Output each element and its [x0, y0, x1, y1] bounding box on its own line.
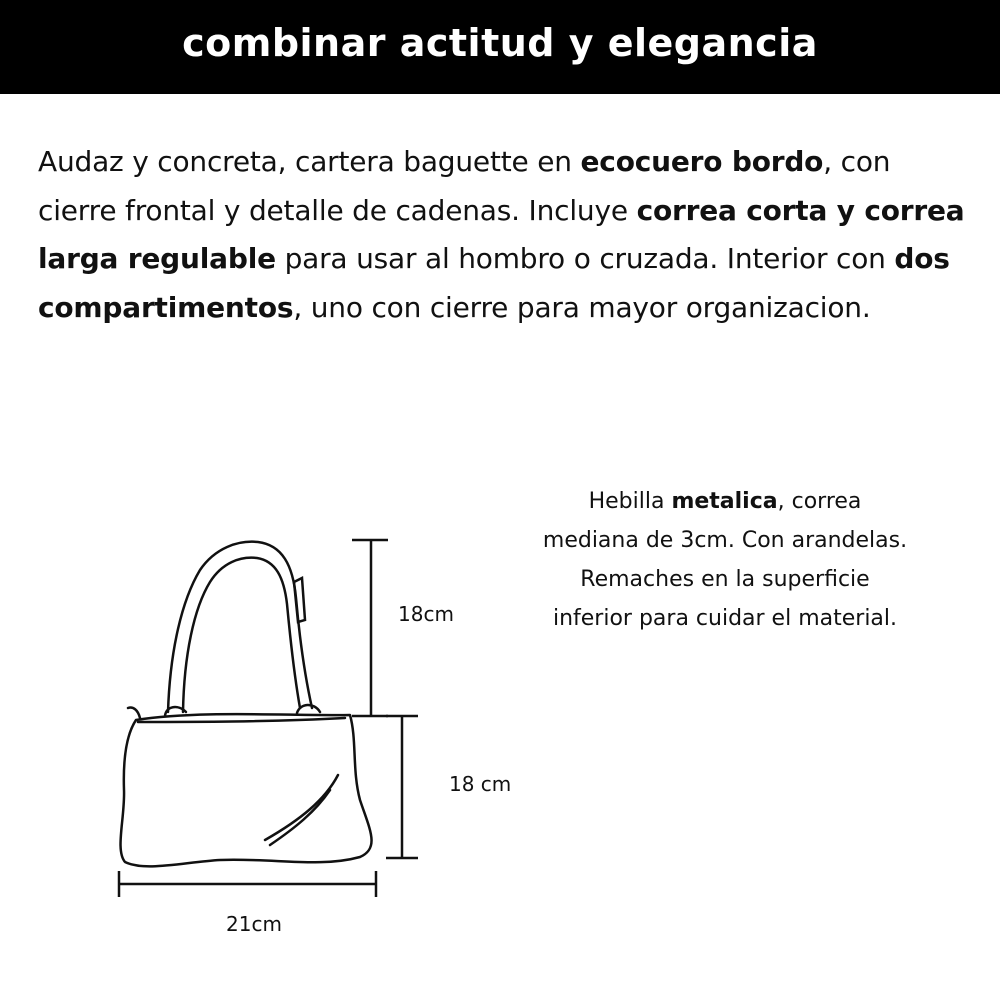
bag-strap — [168, 542, 312, 712]
description-bold-text: ecocuero bordo — [580, 145, 824, 178]
body-height-label: 18 cm — [449, 772, 512, 796]
features-bold-text: metalica — [671, 489, 778, 514]
description-text: , uno con cierre para mayor organizacion. — [293, 290, 871, 324]
page-title: combinar actitud y elegancia — [182, 21, 818, 65]
description-text: , con cierre frontal y detalle de cadenas. Incluye — [38, 145, 891, 227]
width-label: 21cm — [226, 912, 282, 936]
description-bold-text: correa corta y correa larga regulable — [38, 193, 965, 275]
features-text: Hebilla — [588, 489, 672, 514]
bag-body — [121, 705, 372, 866]
features-text: , correa mediana de 3cm. Con arandelas. Remaches en la superficie inferior para cuidar el material. — [542, 489, 908, 631]
strap-height-label: 18cm — [398, 602, 454, 626]
features-note — [540, 482, 910, 638]
description-text: para usar al hombro o cruzada. Interior con — [275, 242, 895, 275]
dimension-lines — [119, 540, 418, 897]
description-bold-text: dos compartimentos — [38, 242, 950, 324]
description-text: Audaz y concreta, cartera baguette en — [38, 145, 581, 178]
